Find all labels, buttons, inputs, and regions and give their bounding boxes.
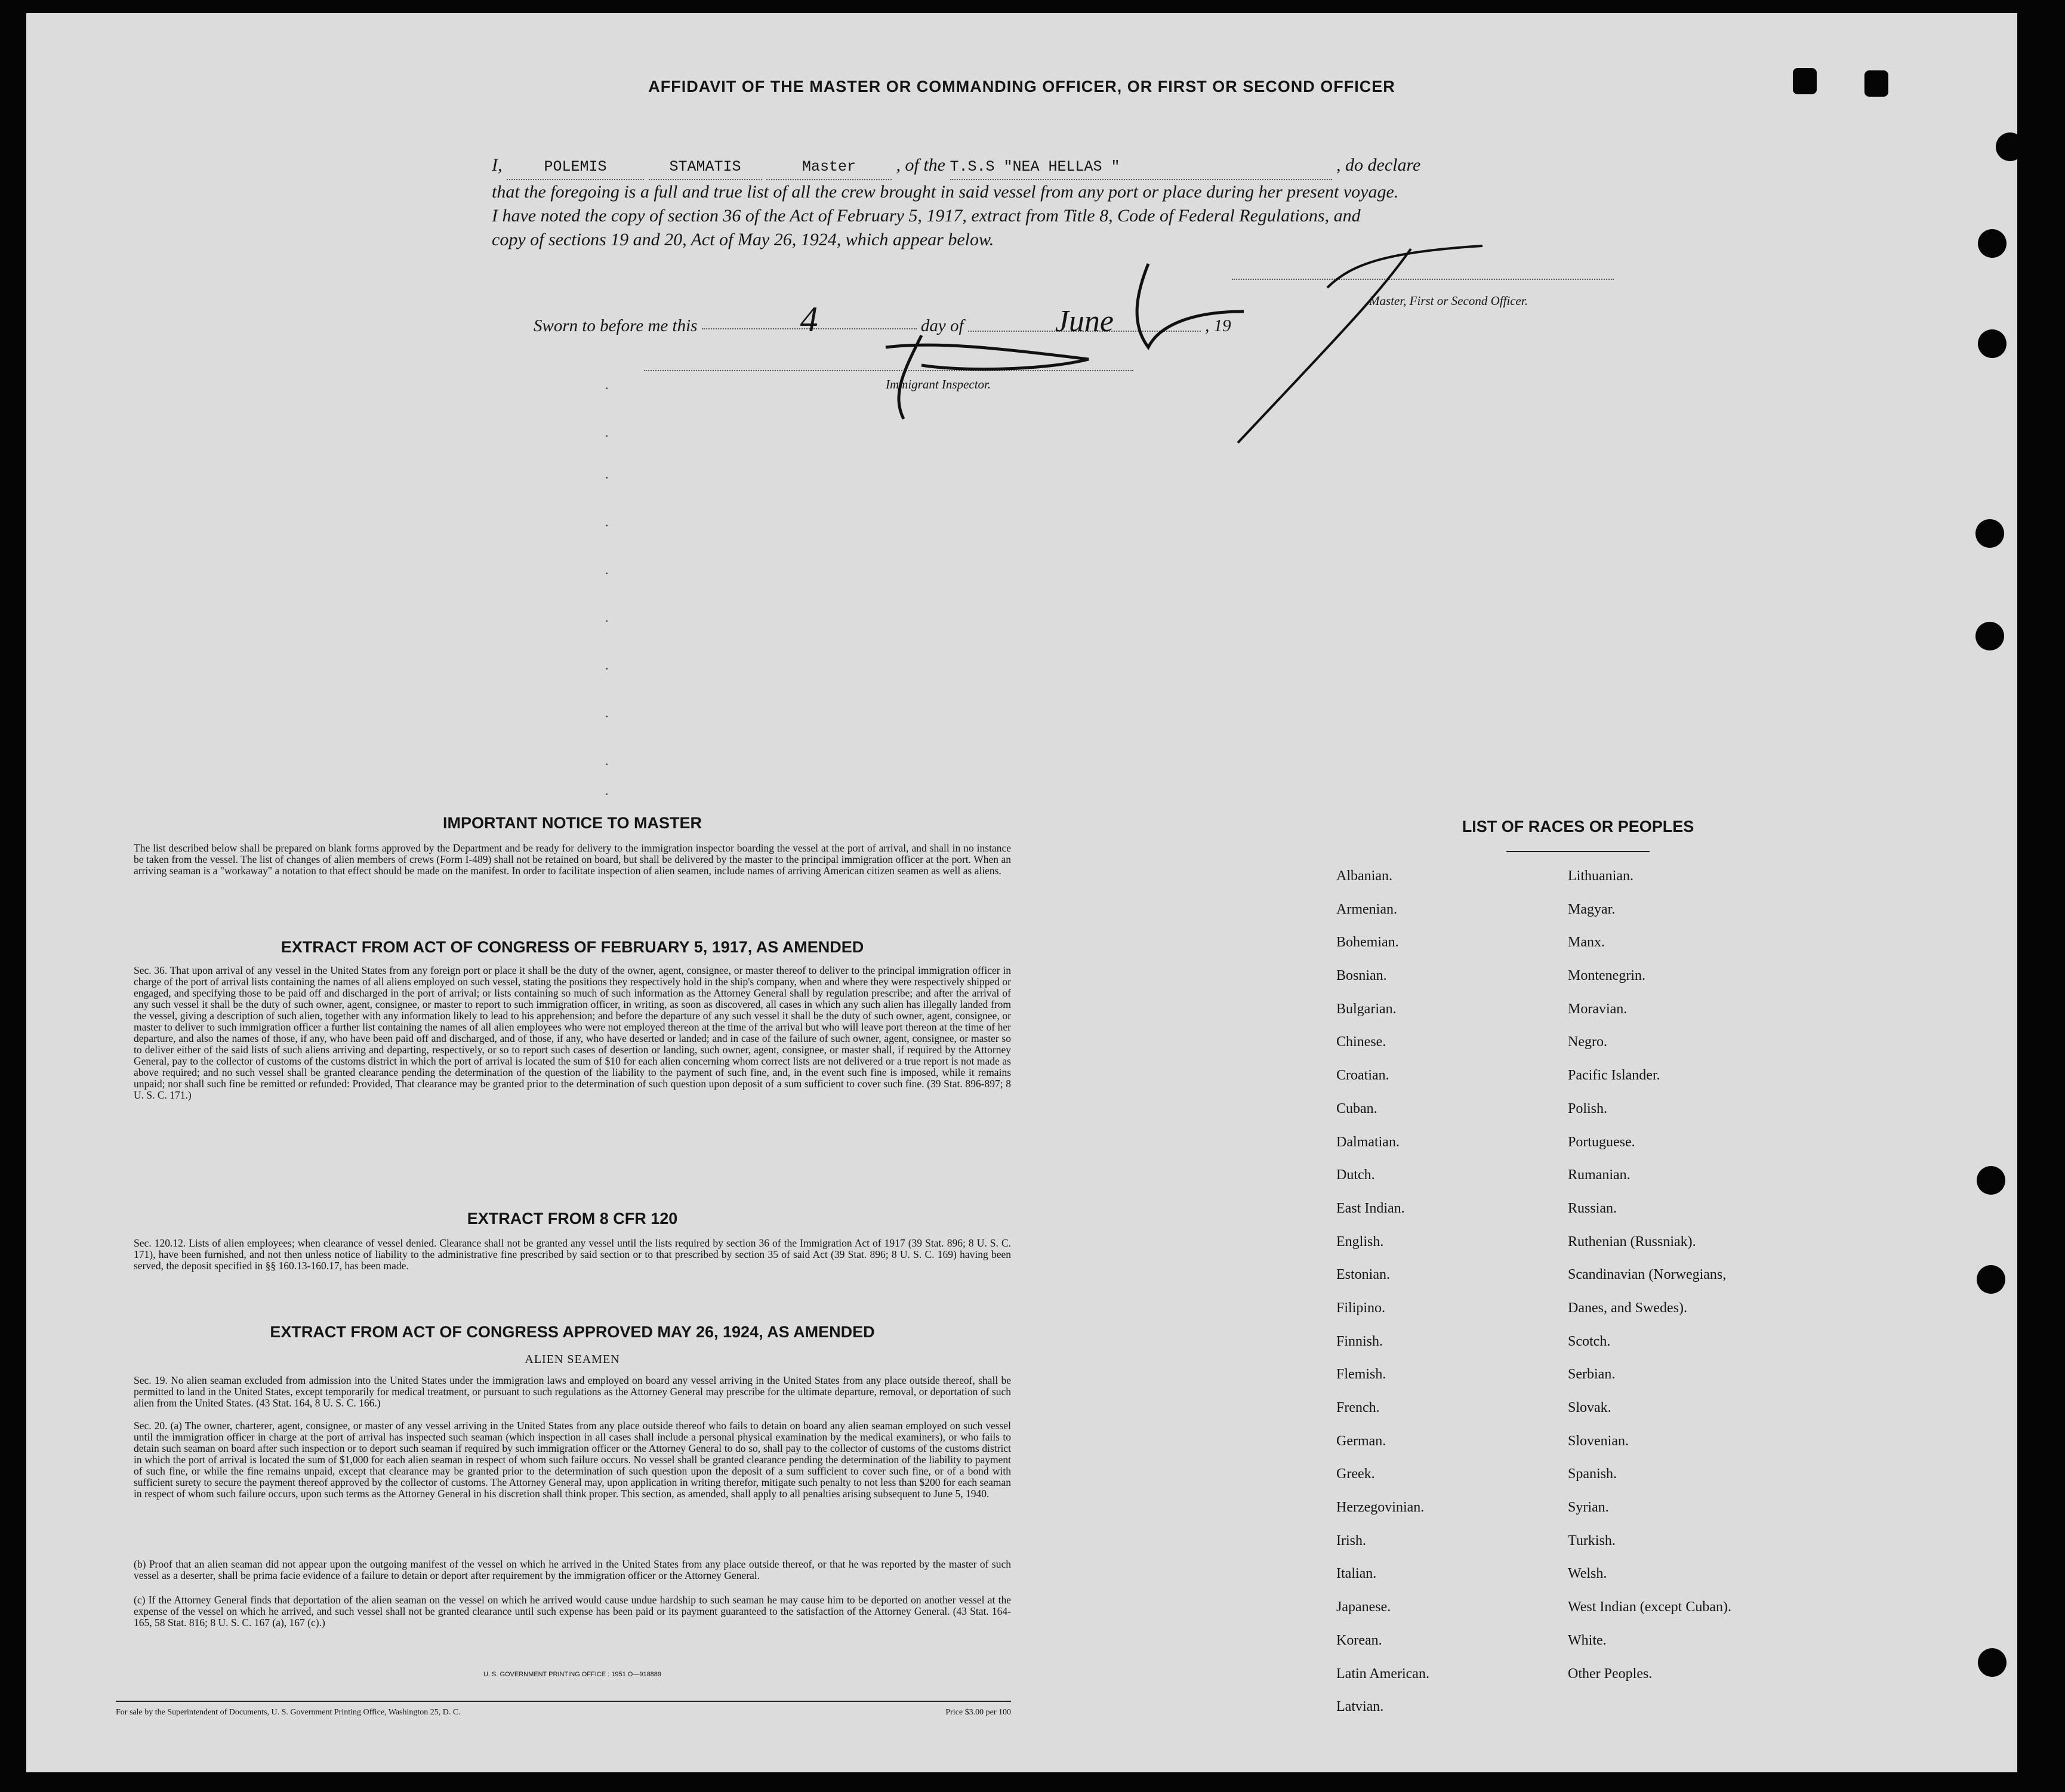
- binder-punch-square: [1864, 70, 1888, 97]
- race-item: Armenian.: [1336, 901, 1397, 917]
- binder-hole: [1978, 329, 2007, 358]
- footer-sale-note: For sale by the Superintendent of Documents, U. S. Government Printing Office, Washington 25, D. C.: [116, 1708, 461, 1717]
- race-item: Flemish.: [1336, 1367, 1386, 1383]
- race-item: Lithuanian.: [1568, 868, 1633, 884]
- races-right-column: [1568, 868, 1731, 1698]
- margin-dot: .: [605, 705, 609, 720]
- footer: [116, 1708, 1011, 1717]
- race-item: Albanian.: [1336, 868, 1392, 884]
- race-item: Chinese.: [1336, 1034, 1386, 1050]
- extract3-sec20c: (c) If the Attorney General finds that deportation of the alien seaman on the vessel on which he arrived would cause undue hardship to such seaman he may cause him to be deported on another vessel at the expense of the vessel on which he arrived, and such vessel shall not be granted clearance until such expense has been paid or its payment guaranteed to the satisfaction of the Attorney General. (43 Stat. 164-165, 58 Stat. 816; 8 U. S. C. 167 (a), 167 (c).): [134, 1594, 1011, 1628]
- race-item: Slovak.: [1568, 1400, 1611, 1415]
- sworn-prefix: Sworn to before me this: [534, 316, 698, 335]
- master-first-name: POLEMIS: [507, 155, 644, 180]
- binder-punch-square: [1793, 68, 1817, 94]
- race-item: Spanish.: [1568, 1466, 1617, 1482]
- extract3-title: EXTRACT FROM ACT OF CONGRESS APPROVED MAY 26, 1924, AS AMENDED: [270, 1323, 875, 1341]
- race-item: Scandinavian (Norwegians,: [1568, 1267, 1727, 1283]
- master-role: Master: [766, 155, 892, 180]
- affidavit-line-4: copy of sections 19 and 20, Act of May 26, 1924, which appear below.: [492, 230, 994, 249]
- margin-dot: .: [605, 514, 609, 529]
- binder-hole: [1978, 1648, 2007, 1677]
- extract2-title: EXTRACT FROM 8 CFR 120: [467, 1210, 678, 1227]
- binder-hole: [1975, 622, 2004, 650]
- extract3-subtitle: ALIEN SEAMEN: [525, 1353, 620, 1366]
- race-item: Korean.: [1336, 1632, 1382, 1648]
- affidavit-line-3: I have noted the copy of section 36 of the Act of February 5, 1917, extract from Title 8, Code of Federal Regulations, and: [492, 206, 1361, 226]
- inspector-label: Immigrant Inspector.: [886, 377, 991, 391]
- race-item: Italian.: [1336, 1566, 1377, 1582]
- extract3-sec19: Sec. 19. No alien seaman excluded from admission into the United States under the immigration laws and employed on board any vessel arriving in the United States from any place outside thereof, shall be permitted to land in the United States, except temporarily for medical treatment, or pursuant to such regulations as the Attorney General may prescribe for the ultimate departure, removal, or deportation of such alien from the United States. (43 Stat. 164, 8 U. S. C. 166.): [134, 1374, 1011, 1409]
- sworn-year-prefix: , 19: [1205, 316, 1231, 335]
- race-item: Filipino.: [1336, 1300, 1386, 1316]
- notice-text: The list described below shall be prepared on blank forms approved by the Department and be ready for delivery to the immigration inspector boarding the vessel at the port of arrival, and shall in no instance be taken from the vessel. The list of changes of alien members of crews (Form I-489) shall not be retained on board, but shall be delivered by the master to the principal immigration officer at the port. When an arriving seaman is a "workaway" a notation to that effect should be made on the manifest. In order to facilitate inspection of alien seamen, include names of arriving American citizen seamen as well as aliens.: [134, 842, 1011, 877]
- races-left-column: [1336, 868, 1429, 1732]
- binder-hole: [1996, 132, 2024, 161]
- race-item: Turkish.: [1568, 1532, 1616, 1549]
- race-item: Finnish.: [1336, 1333, 1383, 1349]
- notice-title: IMPORTANT NOTICE TO MASTER: [443, 814, 702, 832]
- margin-dot: .: [605, 377, 609, 392]
- sworn-day-value: 4: [702, 310, 917, 329]
- race-item: Bosnian.: [1336, 968, 1387, 984]
- race-item: Croatian.: [1336, 1068, 1389, 1084]
- race-item: Herzegovinian.: [1336, 1500, 1425, 1516]
- race-item: Bulgarian.: [1336, 1001, 1397, 1017]
- race-item: Latin American.: [1336, 1665, 1429, 1682]
- extract1-text: Sec. 36. That upon arrival of any vessel in the United States from any foreign port or place it shall be the duty of the owner, agent, consignee, or master thereof to deliver to the principal immigration officer in charge of the port of arrival lists containing the names of all aliens employed on such vessel, stating the positions they respectively hold in the ship's company, when and where they were respectively shipped or engaged, and specifying those to be paid off and discharged in the port of arrival; or lists containing so much of such information as the Attorney General shall by regulation prescribe; and after the arrival of any such vessel it shall be the duty of such owner, agent, consignee, or master to report to such immigration officer, in writing, as soon as discovered, all cases in which any such alien has illegally landed from the vessel, giving a description of such alien, together with any information likely to lead to his apprehension; and before the departure of any such vessel it shall be the duty of such owner, agent, consignee, or master to deliver to such immigration officer a further list containing the names of all alien employees who were not employed thereon at the time of the arrival but who will leave port thereon at the time of her departure, and also the names of those, if any, who have been paid off and discharged, and of those, if any, who have deserted or landed; and in case of the failure of such owner, agent, consignee, or master so to deliver either of the said lists of such aliens arriving and departing, respectively, or so to report such cases of desertion or landing, such owner, agent, consignee, or master shall, if required by the Attorney General, pay to the collector of customs of the customs district in which the port of arrival is located the sum of $10 for each alien concerning whom correct lists are not delivered or a true report is not made as above required; and no such vessel shall be granted clearance pending the determination of the question of the liability to the payment of such fine, and, in the event such fine is imposed, while it remains unpaid; nor shall such fine be remitted or refunded: Provided, That clearance may be granted prior to the determination of such question upon deposit of a sum sufficient to cover such fine. (39 Stat. 896-897; 8 U. S. C. 171.): [134, 964, 1011, 1101]
- race-item: Ruthenian (Russniak).: [1568, 1233, 1696, 1250]
- binder-hole: [1975, 519, 2004, 548]
- master-last-name: STAMATIS: [649, 155, 762, 180]
- race-item: Russian.: [1568, 1200, 1617, 1216]
- margin-dot: .: [605, 562, 609, 577]
- race-item: Japanese.: [1336, 1599, 1391, 1615]
- race-item: Greek.: [1336, 1466, 1375, 1482]
- race-item: Rumanian.: [1568, 1167, 1631, 1183]
- of-the-label: , of the: [896, 155, 945, 175]
- race-item: East Indian.: [1336, 1200, 1405, 1216]
- margin-dot: .: [605, 783, 609, 798]
- sworn-month-value: June: [968, 313, 1201, 332]
- binder-hole: [1977, 1166, 2005, 1195]
- race-item: Other Peoples.: [1568, 1665, 1653, 1682]
- race-item: Estonian.: [1336, 1267, 1390, 1283]
- extract1-title: EXTRACT FROM ACT OF CONGRESS OF FEBRUARY 5, 1917, AS AMENDED: [281, 938, 864, 956]
- extract2-text: Sec. 120.12. Lists of alien employees; when clearance of vessel denied. Clearance shall not be granted any vessel until the lists required by section 36 of the Immigration Act of 1917 (39 Stat. 896; 8 U. S. C. 171), have been furnished, and not then unless notice of liability to the administrative fine prescribed by said section or to that prescribed by section 35 of said Act (39 Stat. 896; 8 U. S. C. 169) having been served, the deposit specified in §§ 160.13-160.17, has been made.: [134, 1237, 1011, 1272]
- footer-rule: [116, 1701, 1011, 1702]
- race-item: French.: [1336, 1400, 1380, 1415]
- race-item: Dalmatian.: [1336, 1134, 1400, 1150]
- race-item: Moravian.: [1568, 1001, 1628, 1017]
- race-item: Polish.: [1568, 1100, 1608, 1116]
- race-item: Dutch.: [1336, 1167, 1375, 1183]
- race-item: German.: [1336, 1433, 1386, 1449]
- race-item: English.: [1336, 1233, 1384, 1250]
- race-item: Serbian.: [1568, 1367, 1616, 1383]
- race-item: Pacific Islander.: [1568, 1068, 1660, 1084]
- races-title-rule: [1506, 851, 1650, 852]
- margin-dot: .: [605, 610, 609, 625]
- binder-hole: [1978, 229, 2007, 258]
- race-item: Slovenian.: [1568, 1433, 1629, 1449]
- race-item: Portuguese.: [1568, 1134, 1635, 1150]
- race-item: White.: [1568, 1632, 1607, 1648]
- race-item: West Indian (except Cuban).: [1568, 1599, 1731, 1615]
- binder-hole: [1977, 1265, 2005, 1294]
- race-item: Latvian.: [1336, 1699, 1384, 1715]
- master-label: Master, First or Second Officer.: [1369, 294, 1528, 308]
- footer-price: Price $3.00 per 100: [945, 1708, 1011, 1717]
- race-item: Welsh.: [1568, 1566, 1607, 1582]
- margin-dot: .: [605, 467, 609, 482]
- race-item: Bohemian.: [1336, 934, 1399, 951]
- race-item: Danes, and Swedes).: [1568, 1300, 1687, 1316]
- race-item: Montenegrin.: [1568, 968, 1645, 984]
- do-declare-label: , do declare: [1336, 155, 1421, 175]
- race-item: Scotch.: [1568, 1333, 1611, 1349]
- race-item: Negro.: [1568, 1034, 1607, 1050]
- race-item: Syrian.: [1568, 1500, 1609, 1516]
- gpo-imprint: U. S. GOVERNMENT PRINTING OFFICE : 1951 O—918889: [483, 1671, 662, 1678]
- affidavit-heading: AFFIDAVIT OF THE MASTER OR COMMANDING OFFICER, OR FIRST OR SECOND OFFICER: [648, 78, 1395, 95]
- document-page: [26, 13, 2017, 1772]
- races-title: LIST OF RACES OR PEOPLES: [1462, 818, 1694, 835]
- margin-dot: .: [605, 658, 609, 673]
- affidavit-prefix: I,: [492, 155, 503, 175]
- vessel-name: T.S.S "NEA HELLAS ": [950, 155, 1332, 180]
- race-item: Manx.: [1568, 934, 1605, 951]
- race-item: Irish.: [1336, 1532, 1366, 1549]
- extract3-sec20b: (b) Proof that an alien seaman did not appear upon the outgoing manifest of the vessel on which he arrived in the United States from any place outside thereof, or that he was reported by the master of such vessel as a deserter, shall be prima facie evidence of a failure to detain or deport after requirement by the immigration officer or the Attorney General.: [134, 1558, 1011, 1581]
- margin-dot: .: [605, 753, 609, 768]
- sworn-day-of: day of: [920, 316, 964, 335]
- affidavit-line-2: that the foregoing is a full and true list of all the crew brought in said vessel from any port or place during her present voyage.: [492, 182, 1399, 202]
- extract3-sec20a: Sec. 20. (a) The owner, charterer, agent, consignee, or master of any vessel arriving in the United States from any place outside thereof who fails to detain on board any alien seaman employed on such vessel until the immigration officer in charge at the port of arrival has inspected such seaman (which inspection in all cases shall include a personal physical examination by the medical examiners), or who fails to detain such seaman on board after such inspection or to deport such seaman if required by such immigration officer or the Attorney General to do so, shall pay to the collector of customs of the customs district in which the port of arrival is located the sum of $1,000 for each alien seaman in respect of whom such failure occurs. No vessel shall be granted clearance pending the determination of the liability to payment of such fine, or while the fine remains unpaid, except that clearance may be granted prior to the determination of such question upon the deposit of a sum sufficient to cover such fine, or of a bond with sufficient surety to secure the payment thereof approved by the collector of customs. The Attorney General may, upon application in writing therefor, mitigate such penalty to not less than $200 for each seaman in respect of whom such failure occurs, upon such terms as the Attorney General in his discretion shall think proper. This section, as amended, shall apply to all penalties arising subsequent to June 5, 1940.: [134, 1420, 1011, 1500]
- race-item: Magyar.: [1568, 901, 1616, 917]
- margin-dot: .: [605, 425, 609, 440]
- race-item: Cuban.: [1336, 1100, 1377, 1116]
